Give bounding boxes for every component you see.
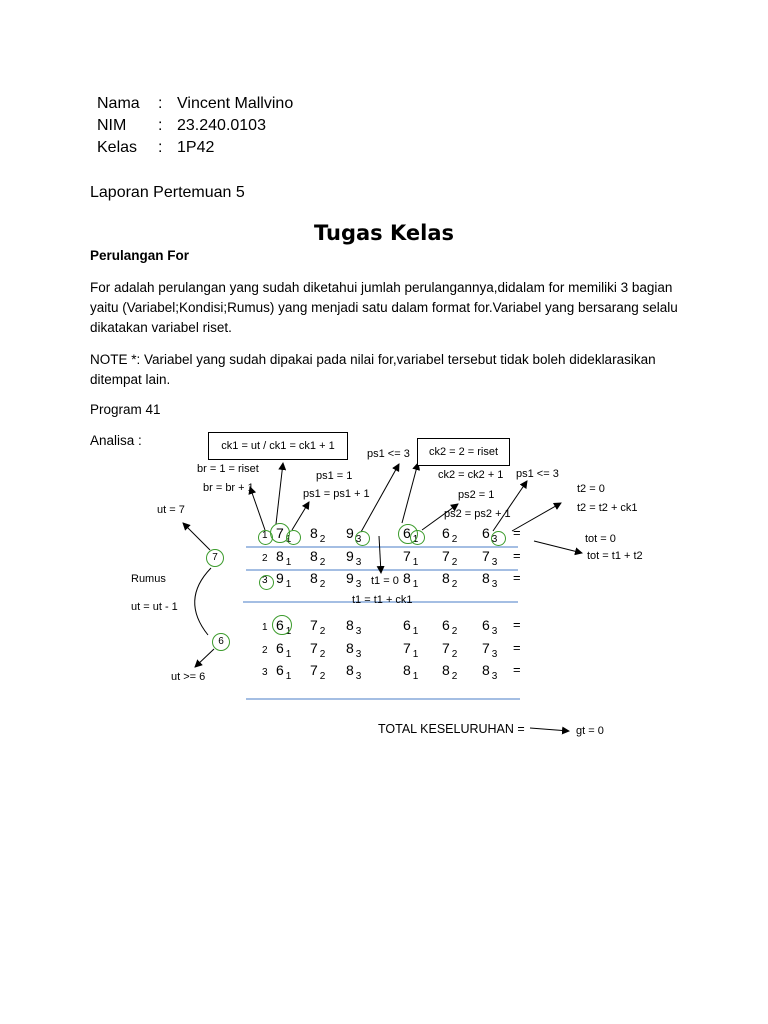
highlight-circle: [272, 615, 292, 635]
sep-nim: :: [158, 117, 163, 134]
cell-subscript: 2: [451, 579, 458, 590]
cell-subscript: 2: [319, 626, 326, 637]
table-cell: [346, 570, 362, 590]
cell-value: 9: [276, 570, 284, 586]
highlight-circle: [355, 531, 370, 546]
highlight-circle: [410, 530, 425, 545]
table-cell: [403, 617, 419, 637]
cell-value: 8: [346, 617, 354, 633]
cell-value: 7: [482, 548, 490, 564]
cell-value: 9: [346, 570, 354, 586]
cell-value: 6: [276, 662, 284, 678]
cell-subscript: 2: [319, 534, 326, 545]
cell-value: 8: [276, 548, 284, 564]
cell-subscript: 3: [491, 671, 498, 682]
cell-value: 8: [482, 570, 490, 586]
table-cell: [276, 570, 292, 590]
table-cell: [310, 617, 326, 637]
row-equals: =: [513, 525, 521, 540]
cell-value: 7: [310, 617, 318, 633]
cell-subscript: 1: [285, 534, 292, 545]
sep-kelas: :: [158, 139, 163, 156]
row-index: 1: [262, 530, 268, 541]
table-cell: [310, 570, 326, 590]
table-cell: [310, 525, 326, 545]
cell-value: 6: [442, 617, 450, 633]
note-br-riset: br = 1 = riset: [197, 463, 259, 475]
row-index: 3: [262, 575, 268, 586]
label-nim: NIM: [97, 117, 127, 134]
paragraph-note: NOTE *: Variabel yang sudah dipakai pada nilai for,variabel tersebut tidak boleh dideklarasikan ditempat lain.: [90, 352, 656, 387]
table-cell: [482, 617, 498, 637]
cell-subscript: 1: [412, 671, 419, 682]
highlight-circle: [286, 530, 301, 545]
note-ck2-increment: ck2 = ck2 + 1: [438, 469, 504, 481]
cell-value: 7: [310, 662, 318, 678]
cell-value: 8: [310, 525, 318, 541]
cell-value: 8: [403, 570, 411, 586]
report-title: Laporan Pertemuan 5: [90, 184, 245, 201]
row-index: 3: [262, 667, 268, 678]
cell-subscript: 1: [285, 671, 292, 682]
table-cell: [403, 570, 419, 590]
cell-value: 8: [346, 640, 354, 656]
table-cell: [403, 640, 419, 660]
row-index: 1: [262, 622, 268, 633]
cell-value: 6: [403, 617, 411, 633]
cell-value: 8: [346, 662, 354, 678]
cell-value: 8: [442, 662, 450, 678]
table-cell: [346, 617, 362, 637]
cell-subscript: 1: [285, 626, 292, 637]
cell-value: 7: [276, 525, 284, 541]
cell-value: 9: [346, 548, 354, 564]
cell-subscript: 2: [319, 579, 326, 590]
cell-subscript: 2: [451, 626, 458, 637]
cell-value: 8: [310, 570, 318, 586]
cell-subscript: 1: [412, 557, 419, 568]
highlight-circle: [259, 575, 274, 590]
table-cell: [276, 662, 292, 682]
cell-subscript: 3: [355, 626, 362, 637]
cell-subscript: 3: [355, 557, 362, 568]
cell-subscript: 1: [412, 626, 419, 637]
cell-subscript: 1: [285, 579, 292, 590]
value-kelas: 1P42: [177, 139, 215, 156]
note-t2-init: t2 = 0: [577, 483, 605, 495]
cell-subscript: 2: [451, 649, 458, 660]
cell-value: 8: [403, 662, 411, 678]
cell-subscript: 1: [412, 579, 419, 590]
section-heading: Perulangan For: [90, 248, 190, 263]
table-cell: [346, 548, 362, 568]
row-equals: =: [513, 662, 521, 677]
table-cell: [442, 617, 458, 637]
note-t2-increment: t2 = t2 + ck1: [577, 502, 638, 514]
circle-ut-7: 7: [206, 549, 224, 567]
analisa-label: Analisa :: [90, 433, 142, 448]
note-ut-7: ut = 7: [157, 504, 185, 516]
cell-value: 6: [442, 525, 450, 541]
program-label: Program 41: [90, 402, 161, 417]
cell-subscript: 2: [319, 671, 326, 682]
table-cell: [310, 640, 326, 660]
table-cell: [482, 662, 498, 682]
cell-value: 7: [403, 640, 411, 656]
row-equals: =: [513, 548, 521, 563]
sep-nama: :: [158, 95, 163, 112]
note-ut-cond: ut >= 6: [171, 671, 206, 683]
cell-value: 7: [442, 548, 450, 564]
cell-subscript: 2: [451, 557, 458, 568]
cell-value: 7: [310, 640, 318, 656]
cell-value: 6: [276, 617, 284, 633]
note-ps1-cond-2: ps1 <= 3: [516, 468, 559, 480]
table-cell: [482, 570, 498, 590]
row-index: 2: [262, 645, 268, 656]
cell-subscript: 3: [355, 534, 362, 545]
cell-subscript: 1: [285, 557, 292, 568]
note-ps1-increment: ps1 = ps1 + 1: [303, 488, 370, 500]
cell-value: 6: [276, 640, 284, 656]
row-index: 2: [262, 553, 268, 564]
table-cell: [403, 662, 419, 682]
note-ut-decrement: ut = ut - 1: [131, 601, 178, 613]
cell-subscript: 3: [491, 626, 498, 637]
cell-value: 6: [482, 525, 490, 541]
cell-value: 7: [403, 548, 411, 564]
note-ps1-cond: ps1 <= 3: [367, 448, 410, 460]
cell-subscript: 3: [355, 671, 362, 682]
table-cell: [310, 548, 326, 568]
table-cell: [346, 662, 362, 682]
note-tot-init: tot = 0: [585, 533, 616, 545]
cell-subscript: 1: [412, 649, 419, 660]
note-ps2-init: ps2 = 1: [458, 489, 495, 501]
cell-subscript: 2: [451, 534, 458, 545]
table-cell: [482, 548, 498, 568]
table-cell: [442, 525, 458, 545]
row-equals: =: [513, 570, 521, 585]
paragraph-for: For adalah perulangan yang sudah diketahui jumlah perulangannya,didalam for memiliki 3 bagian yaitu (Variabel;Kondisi;Rumus) yang menjadi satu dalam format for.Variabel yang bersarang selalu dikatakan variabel riset.: [90, 280, 678, 335]
cell-value: 7: [442, 640, 450, 656]
cell-value: 8: [482, 662, 490, 678]
cell-subscript: 2: [451, 671, 458, 682]
table-cell: [276, 548, 292, 568]
note-ps1-init: ps1 = 1: [316, 470, 353, 482]
table-cell: [442, 662, 458, 682]
note-rumus: Rumus: [131, 573, 166, 585]
cell-value: 6: [482, 617, 490, 633]
label-nama: Nama: [97, 95, 140, 112]
cell-subscript: 1: [285, 649, 292, 660]
table-cell: [310, 662, 326, 682]
row-equals: =: [513, 617, 521, 632]
circle-ut-6: 6: [212, 633, 230, 651]
cell-value: 8: [442, 570, 450, 586]
table-cell: [276, 640, 292, 660]
cell-subscript: 3: [491, 649, 498, 660]
cell-value: 8: [310, 548, 318, 564]
label-kelas: Kelas: [97, 139, 138, 156]
cell-subscript: 3: [355, 649, 362, 660]
cell-subscript: 3: [491, 579, 498, 590]
note-tot-sum: tot = t1 + t2: [587, 550, 643, 562]
highlight-circle: [491, 531, 506, 546]
total-label: TOTAL KESELURUHAN =: [378, 722, 525, 736]
cell-subscript: 2: [319, 557, 326, 568]
cell-subscript: 3: [355, 579, 362, 590]
note-br-increment: br = br + 1: [203, 482, 254, 494]
note-t1-init: t1 = 0: [371, 575, 399, 587]
value-nama: Vincent Mallvino: [177, 95, 294, 112]
cell-subscript: 2: [319, 649, 326, 660]
table-cell: [442, 570, 458, 590]
value-nim: 23.240.0103: [177, 117, 266, 134]
table-cell: [403, 548, 419, 568]
page-title: Tugas Kelas: [314, 221, 454, 245]
table-cell: [442, 640, 458, 660]
cell-value: 6: [403, 525, 411, 541]
table-cell: [482, 640, 498, 660]
cell-value: 9: [346, 525, 354, 541]
cell-value: 7: [482, 640, 490, 656]
grand-total: gt = 0: [576, 725, 604, 737]
row-equals: =: [513, 640, 521, 655]
box-ck2: ck2 = 2 = riset: [417, 438, 510, 466]
cell-subscript: 3: [491, 534, 498, 545]
cell-subscript: 3: [491, 557, 498, 568]
table-cell: [442, 548, 458, 568]
table-cell: [346, 640, 362, 660]
box-ck1: ck1 = ut / ck1 = ck1 + 1: [208, 432, 348, 460]
cell-subscript: 1: [412, 534, 419, 545]
note-ps2-increment: ps2 = ps2 + 1: [444, 508, 511, 520]
note-t1-increment: t1 = t1 + ck1: [352, 594, 413, 606]
